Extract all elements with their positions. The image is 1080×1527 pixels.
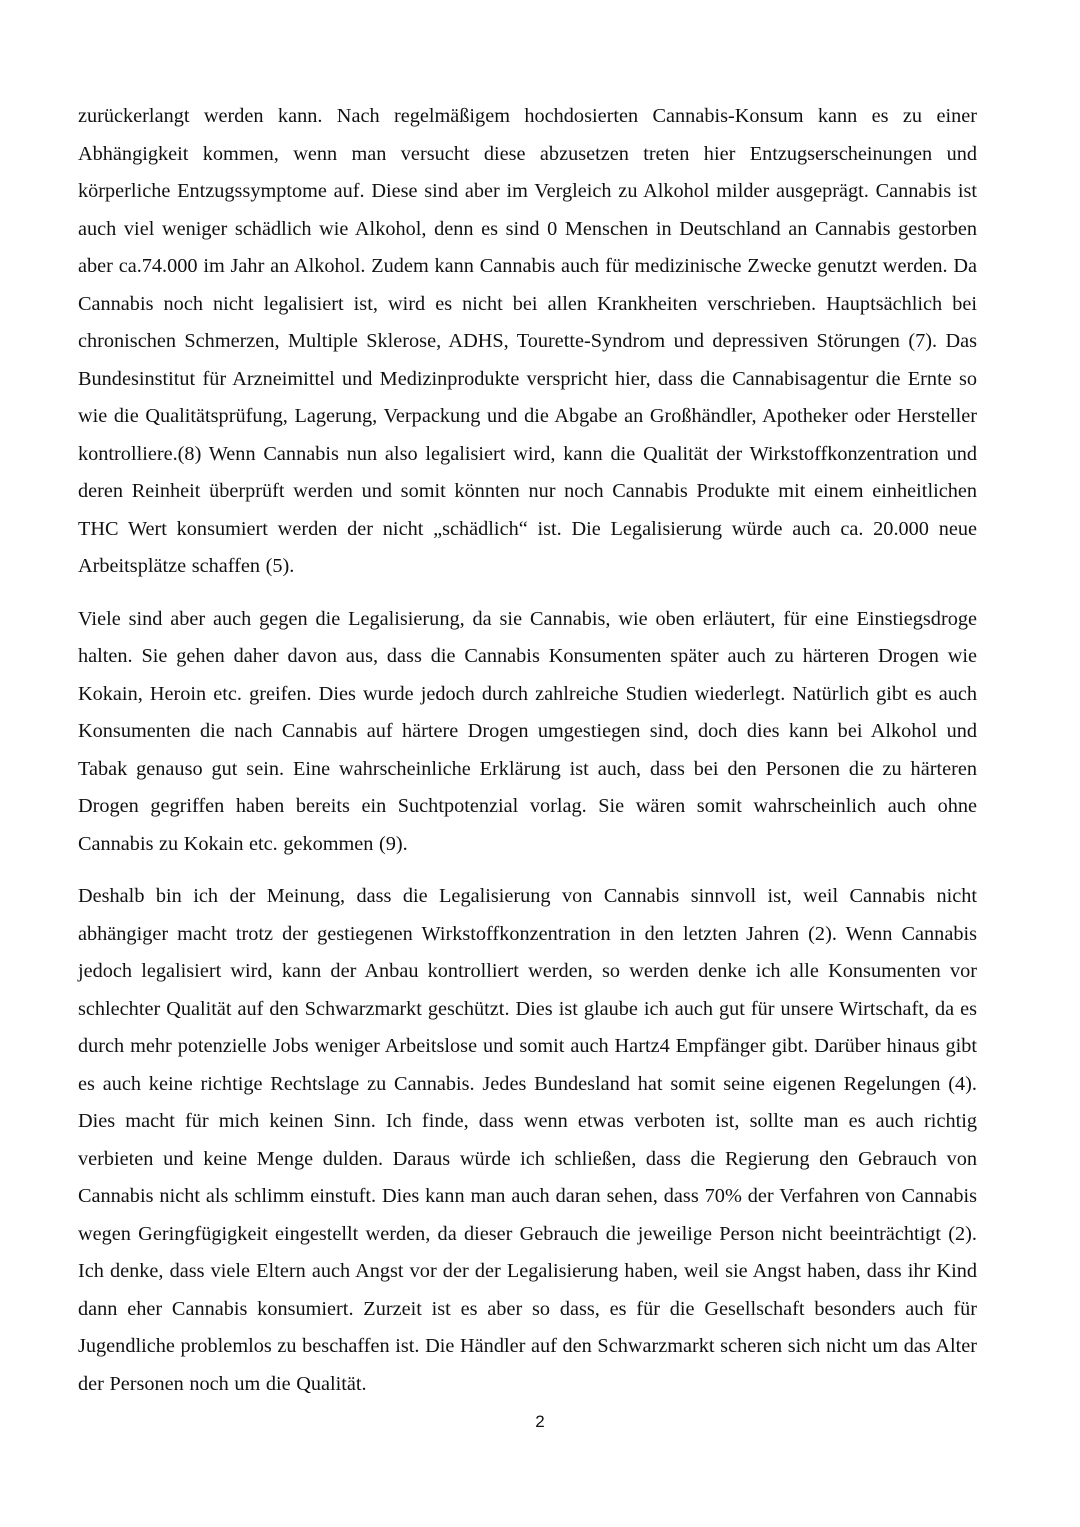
paragraph-3: Deshalb bin ich der Meinung, dass die Legalisierung von Cannabis sinnvoll ist, weil Cannabis nicht abhängiger macht trotz der gestiegenen Wirkstoffkonzentration in den letzten Jahren (2). Wenn Cannabis jedoch legalisiert wird, kann der Anbau kontrolliert werden, so werden denke ich alle Konsumenten vor schlechter Qualität auf den Schwarzmarkt geschützt. Dies ist glaube ich auch gut für unsere Wirtschaft, da es durch mehr potenzielle Jobs weniger Arbeitslose und somit auch Hartz4 Empfänger gibt. Darüber hinaus gibt es auch keine richtige Rechtslage zu Cannabis. Jedes Bundesland hat somit seine eigenen Regelungen (4). Dies macht für mich keinen Sinn. Ich finde, dass wenn etwas verboten ist, sollte man es auch richtig verbieten und keine Menge dulden. Daraus würde ich schließen, dass die Regierung den Gebrauch von Cannabis nicht als schlimm einstuft. Dies kann man auch daran sehen, dass 70% der Verfahren von Cannabis wegen Geringfügigkeit eingestellt werden, da dieser Gebrauch die jeweilige Person nicht beeinträchtigt (2). Ich denke, dass viele Eltern auch Angst vor der der Legalisierung haben, weil sie Angst haben, dass ihr Kind dann eher Cannabis konsumiert. Zurzeit ist es aber so dass, es für die Gesellschaft besonders auch für Jugendliche problemlos zu beschaffen ist. Die Händler auf den Schwarzmarkt scheren sich nicht um das Alter der Personen noch um die Qualität. [78, 885, 977, 1395]
paragraph-2: Viele sind aber auch gegen die Legalisierung, da sie Cannabis, wie oben erläutert, für eine Einstiegsdroge halten. Sie gehen daher davon aus, dass die Cannabis Konsumenten später auch zu härteren Drogen wie Kokain, Heroin etc. greifen. Dies wurde jedoch durch zahlreiche Studien wiederlegt. Natürlich gibt es auch Konsumenten die nach Cannabis auf härtere Drogen umgestiegen sind, doch dies kann bei Alkohol und Tabak genauso gut sein. Eine wahrscheinliche Erklärung ist auch, dass bei den Personen die zu härteren Drogen gegriffen haben bereits ein Suchtpotenzial vorlag. Sie wären somit wahrscheinlich auch ohne Cannabis zu Kokain etc. gekommen (9). [78, 607, 977, 855]
paragraph-1: zurückerlangt werden kann. Nach regelmäßigem hochdosierten Cannabis-Konsum kann es zu einer Abhängigkeit kommen, wenn man versucht diese abzusetzen treten hier Entzugserscheinungen und körperliche Entzugssymptome auf. Diese sind aber im Vergleich zu Alkohol milder ausgeprägt. Cannabis ist auch viel weniger schädlich wie Alkohol, denn es sind 0 Menschen in Deutschland an Cannabis gestorben aber ca.74.000 im Jahr an Alkohol. Zudem kann Cannabis auch für medizinische Zwecke genutzt werden. Da Cannabis noch nicht legalisiert ist, wird es nicht bei allen Krankheiten verschrieben. Hauptsächlich bei chronischen Schmerzen, Multiple Sklerose, ADHS, Tourette-Syndrom und depressiven Störungen (7). Das Bundesinstitut für Arzneimittel und Medizinprodukte verspricht hier, dass die Cannabisagentur die Ernte so wie die Qualitätsprüfung, Lagerung, Verpackung und die Abgabe an Großhändler, Apotheker oder Hersteller kontrolliere.(8) Wenn Cannabis nun also legalisiert wird, kann die Qualität der Wirkstoffkonzentration und deren Reinheit überprüft werden und somit könnten nur noch Cannabis Produkte mit einem einheitlichen THC Wert konsumiert werden der nicht „schädlich“ ist. Die Legalisierung würde auch ca. 20.000 neue Arbeitsplätze schaffen (5). [78, 105, 977, 577]
page-number: 2 [535, 1412, 545, 1431]
